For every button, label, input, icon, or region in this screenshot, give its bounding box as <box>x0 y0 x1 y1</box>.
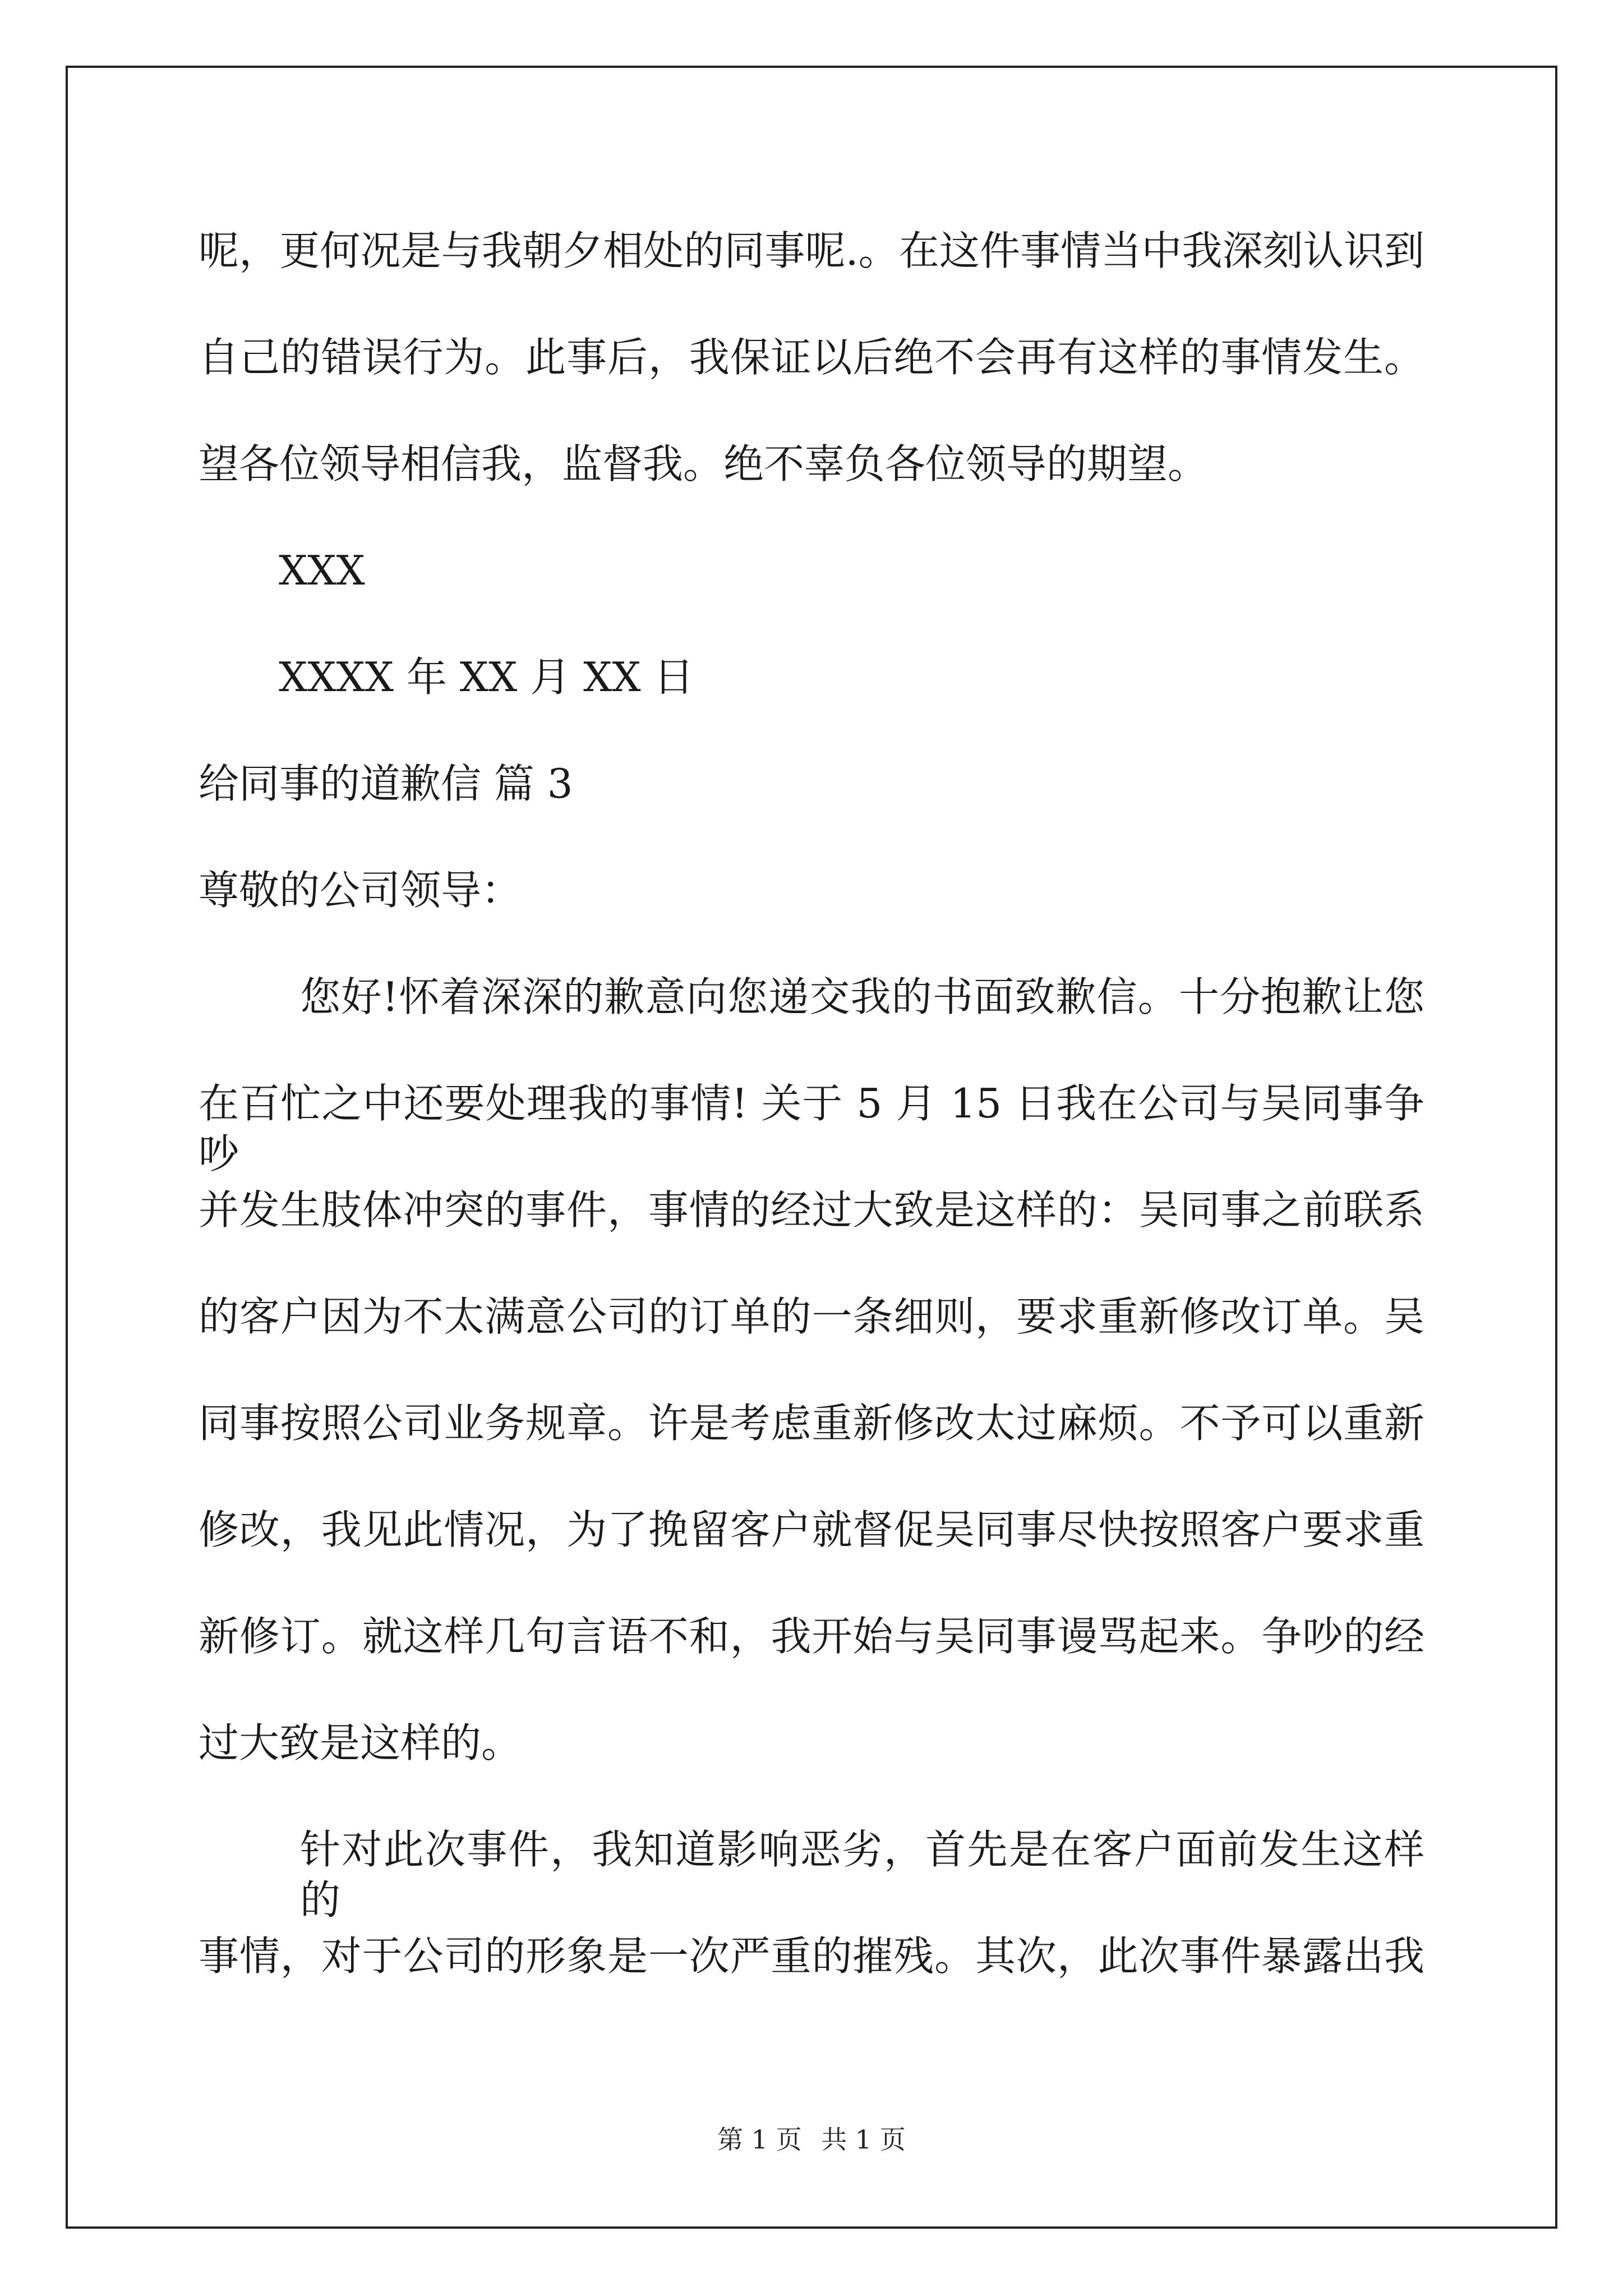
body-line-16: 针对此次事件，我知道影响恶劣，首先是在客户面前发生这样的 <box>300 1826 1424 1924</box>
salutation: 尊敬的公司领导： <box>199 867 522 914</box>
body-line-12: 同事按照公司业务规章。许是考虑重新修改太过麻烦。不予可以重新 <box>199 1400 1424 1447</box>
section-title: 给同事的道歉信 篇 3 <box>199 760 573 807</box>
body-line-8: 您好!怀着深深的歉意向您递交我的书面致歉信。十分抱歉让您 <box>300 973 1424 1020</box>
body-line-11: 的客户因为不太满意公司的订单的一条细则，要求重新修改订单。吴 <box>199 1293 1424 1340</box>
page-border <box>66 66 1557 2229</box>
body-line-15: 过大致是这样的。 <box>199 1719 522 1766</box>
signature-date: XXXX 年 XX 月 XX 日 <box>279 654 694 701</box>
page-total: 共 1 页 <box>821 2124 906 2155</box>
body-line-1: 呢，更何况是与我朝夕相处的同事呢.。在这件事情当中我深刻认识到 <box>199 227 1424 274</box>
body-line-2: 自己的错误行为。此事后，我保证以后绝不会再有这样的事情发生。 <box>199 334 1424 381</box>
body-line-13: 修改，我见此情况，为了挽留客户就督促吴同事尽快按照客户要求重 <box>199 1506 1424 1553</box>
body-line-3: 望各位领导相信我，监督我。绝不辜负各位领导的期望。 <box>199 440 1209 487</box>
body-line-17: 事情，对于公司的形象是一次严重的摧残。其次，此次事件暴露出我 <box>199 1932 1424 1980</box>
page-number: 第 1 页 <box>717 2124 802 2155</box>
body-line-10: 并发生肢体冲突的事件，事情的经过大致是这样的：吴同事之前联系 <box>199 1186 1424 1234</box>
page-footer <box>0 2123 1623 2156</box>
signature-name: XXX <box>279 547 365 594</box>
body-line-14: 新修订。就这样几句言语不和，我开始与吴同事谩骂起来。争吵的经 <box>199 1613 1424 1660</box>
body-line-9: 在百忙之中还要处理我的事情! 关于 5 月 15 日我在公司与吴同事争吵 <box>199 1080 1424 1177</box>
